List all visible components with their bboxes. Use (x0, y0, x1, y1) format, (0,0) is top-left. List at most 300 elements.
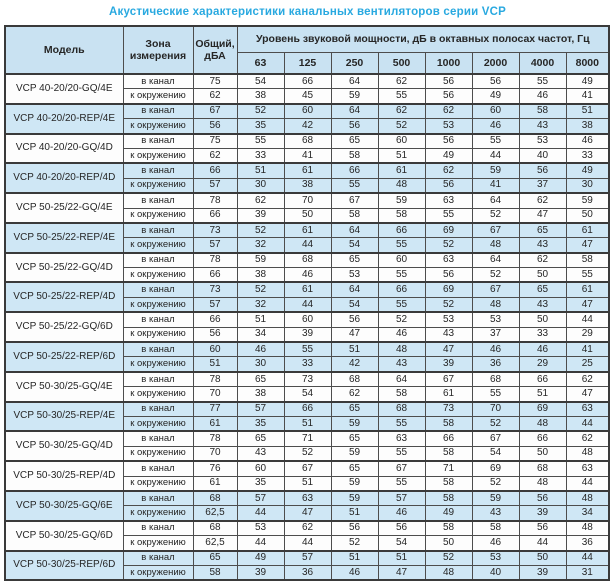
band-level-cell: 47 (425, 342, 472, 357)
band-level-cell: 50 (425, 536, 472, 551)
band-level-cell: 43 (519, 119, 566, 134)
band-level-cell: 55 (378, 476, 425, 491)
band-level-cell: 43 (519, 238, 566, 253)
table-header (5, 26, 609, 74)
band-level-cell: 58 (331, 208, 378, 223)
band-level-cell: 46 (519, 89, 566, 104)
band-level-cell: 37 (472, 327, 519, 342)
band-level-cell: 43 (519, 297, 566, 312)
band-level-cell: 48 (378, 178, 425, 193)
model-cell: VCP 40-20/20-REP/4D (5, 163, 123, 193)
band-level-cell: 55 (425, 208, 472, 223)
model-cell: VCP 50-30/25-REP/4E (5, 402, 123, 432)
model-cell: VCP 50-30/25-GQ/4D (5, 431, 123, 461)
band-level-cell: 57 (237, 402, 284, 417)
band-level-cell: 50 (519, 446, 566, 461)
band-level-cell: 63 (425, 253, 472, 268)
band-level-cell: 52 (425, 551, 472, 566)
band-level-cell: 53 (331, 268, 378, 283)
band-level-cell: 33 (284, 357, 331, 372)
band-level-cell: 53 (237, 521, 284, 536)
band-level-cell: 34 (237, 327, 284, 342)
band-level-cell: 58 (331, 148, 378, 163)
band-level-cell: 38 (237, 89, 284, 104)
table-row (5, 491, 609, 506)
total-dba-cell: 56 (193, 327, 237, 342)
col-header-frequency: 1000 (425, 53, 472, 75)
band-level-cell: 51 (566, 104, 609, 119)
band-level-cell: 62 (566, 372, 609, 387)
zone-cell: к окружению (123, 148, 193, 163)
band-level-cell: 56 (425, 178, 472, 193)
band-level-cell: 46 (378, 506, 425, 521)
col-header-spectrum: Уровень звуковой мощности, дБ в октавных полосах частот, Гц (237, 26, 609, 53)
band-level-cell: 42 (284, 119, 331, 134)
band-level-cell: 55 (378, 89, 425, 104)
zone-cell: в канал (123, 253, 193, 268)
band-level-cell: 51 (237, 312, 284, 327)
band-level-cell: 66 (378, 223, 425, 238)
band-level-cell: 38 (237, 268, 284, 283)
band-level-cell: 25 (566, 357, 609, 372)
table-row (5, 461, 609, 476)
total-dba-cell: 78 (193, 431, 237, 446)
col-header-model: Модель (5, 26, 123, 74)
band-level-cell: 65 (331, 402, 378, 417)
band-level-cell: 55 (331, 178, 378, 193)
band-level-cell: 33 (237, 148, 284, 163)
band-level-cell: 48 (566, 521, 609, 536)
band-level-cell: 31 (566, 565, 609, 580)
band-level-cell: 43 (472, 506, 519, 521)
total-dba-cell: 75 (193, 134, 237, 149)
band-level-cell: 63 (378, 431, 425, 446)
zone-cell: в канал (123, 521, 193, 536)
band-level-cell: 52 (237, 104, 284, 119)
band-level-cell: 46 (378, 327, 425, 342)
band-level-cell: 59 (331, 446, 378, 461)
band-level-cell: 61 (284, 282, 331, 297)
zone-cell: к окружению (123, 327, 193, 342)
band-level-cell: 56 (331, 312, 378, 327)
total-dba-cell: 70 (193, 446, 237, 461)
zone-cell: к окружению (123, 268, 193, 283)
zone-cell: к окружению (123, 536, 193, 551)
band-level-cell: 65 (331, 253, 378, 268)
zone-cell: к окружению (123, 387, 193, 402)
band-level-cell: 44 (519, 536, 566, 551)
band-level-cell: 46 (284, 268, 331, 283)
col-header-frequency: 125 (284, 53, 331, 75)
band-level-cell: 55 (566, 268, 609, 283)
band-level-cell: 57 (237, 491, 284, 506)
model-cell: VCP 50-30/25-GQ/6E (5, 491, 123, 521)
band-level-cell: 68 (519, 461, 566, 476)
band-level-cell: 35 (237, 119, 284, 134)
band-level-cell: 51 (331, 506, 378, 521)
total-dba-cell: 75 (193, 74, 237, 89)
total-dba-cell: 57 (193, 178, 237, 193)
total-dba-cell: 62,5 (193, 506, 237, 521)
total-dba-cell: 60 (193, 342, 237, 357)
band-level-cell: 54 (472, 446, 519, 461)
band-level-cell: 64 (331, 282, 378, 297)
band-level-cell: 39 (519, 565, 566, 580)
total-dba-cell: 61 (193, 476, 237, 491)
band-level-cell: 62 (519, 193, 566, 208)
total-dba-cell: 58 (193, 565, 237, 580)
acoustic-characteristics-table (4, 25, 610, 581)
band-level-cell: 49 (566, 163, 609, 178)
band-level-cell: 67 (331, 193, 378, 208)
total-dba-cell: 61 (193, 416, 237, 431)
band-level-cell: 47 (566, 387, 609, 402)
band-level-cell: 44 (284, 297, 331, 312)
band-level-cell: 41 (566, 89, 609, 104)
band-level-cell: 50 (519, 268, 566, 283)
band-level-cell: 67 (284, 461, 331, 476)
band-level-cell: 63 (284, 491, 331, 506)
band-level-cell: 62 (519, 253, 566, 268)
band-level-cell: 51 (331, 551, 378, 566)
zone-cell: в канал (123, 223, 193, 238)
band-level-cell: 60 (284, 104, 331, 119)
total-dba-cell: 51 (193, 357, 237, 372)
band-level-cell: 67 (472, 223, 519, 238)
band-level-cell: 47 (566, 238, 609, 253)
model-cell: VCP 50-25/22-GQ/4E (5, 193, 123, 223)
band-level-cell: 69 (425, 223, 472, 238)
zone-cell: в канал (123, 491, 193, 506)
band-level-cell: 56 (425, 268, 472, 283)
table-row (5, 312, 609, 327)
band-level-cell: 61 (378, 163, 425, 178)
band-level-cell: 56 (425, 134, 472, 149)
band-level-cell: 64 (331, 223, 378, 238)
zone-cell: к окружению (123, 119, 193, 134)
band-level-cell: 54 (378, 536, 425, 551)
band-level-cell: 65 (237, 431, 284, 446)
band-level-cell: 53 (425, 312, 472, 327)
band-level-cell: 56 (331, 119, 378, 134)
band-level-cell: 62 (425, 104, 472, 119)
band-level-cell: 58 (425, 416, 472, 431)
band-level-cell: 52 (472, 268, 519, 283)
band-level-cell: 44 (566, 551, 609, 566)
zone-cell: к окружению (123, 178, 193, 193)
table-row (5, 193, 609, 208)
band-level-cell: 66 (425, 431, 472, 446)
zone-cell: к окружению (123, 446, 193, 461)
band-level-cell: 64 (378, 372, 425, 387)
zone-cell: в канал (123, 551, 193, 566)
table-row (5, 431, 609, 446)
band-level-cell: 56 (425, 74, 472, 89)
band-level-cell: 52 (331, 536, 378, 551)
band-level-cell: 58 (425, 446, 472, 461)
band-level-cell: 59 (331, 89, 378, 104)
band-level-cell: 58 (519, 104, 566, 119)
band-level-cell: 29 (566, 327, 609, 342)
band-level-cell: 49 (566, 74, 609, 89)
total-dba-cell: 66 (193, 312, 237, 327)
band-level-cell: 59 (472, 163, 519, 178)
band-level-cell: 66 (331, 163, 378, 178)
band-level-cell: 55 (284, 342, 331, 357)
band-level-cell: 48 (378, 342, 425, 357)
col-header-frequency: 250 (331, 53, 378, 75)
band-level-cell: 50 (284, 208, 331, 223)
zone-cell: в канал (123, 431, 193, 446)
table-row (5, 372, 609, 387)
band-level-cell: 49 (425, 148, 472, 163)
band-level-cell: 47 (331, 327, 378, 342)
total-dba-cell: 66 (193, 208, 237, 223)
band-level-cell: 59 (331, 476, 378, 491)
zone-cell: в канал (123, 372, 193, 387)
band-level-cell: 65 (237, 372, 284, 387)
band-level-cell: 52 (472, 476, 519, 491)
model-cell: VCP 40-20/20-GQ/4D (5, 134, 123, 164)
band-level-cell: 44 (284, 536, 331, 551)
total-dba-cell: 62 (193, 89, 237, 104)
band-level-cell: 60 (378, 134, 425, 149)
table-row (5, 74, 609, 89)
total-dba-cell: 62 (193, 148, 237, 163)
band-level-cell: 56 (519, 521, 566, 536)
band-level-cell: 59 (378, 193, 425, 208)
band-level-cell: 67 (472, 282, 519, 297)
band-level-cell: 56 (378, 521, 425, 536)
band-level-cell: 49 (472, 89, 519, 104)
band-level-cell: 55 (378, 268, 425, 283)
band-level-cell: 46 (472, 119, 519, 134)
band-level-cell: 60 (378, 253, 425, 268)
zone-cell: в канал (123, 282, 193, 297)
band-level-cell: 40 (519, 148, 566, 163)
total-dba-cell: 56 (193, 119, 237, 134)
model-cell: VCP 50-30/25-GQ/6D (5, 521, 123, 551)
table-row (5, 342, 609, 357)
band-level-cell: 65 (519, 223, 566, 238)
band-level-cell: 39 (237, 208, 284, 223)
band-level-cell: 60 (284, 312, 331, 327)
zone-cell: к окружению (123, 416, 193, 431)
total-dba-cell: 65 (193, 551, 237, 566)
total-dba-cell: 78 (193, 253, 237, 268)
band-level-cell: 52 (284, 446, 331, 461)
band-level-cell: 64 (331, 104, 378, 119)
model-cell: VCP 50-30/25-REP/6D (5, 551, 123, 581)
band-level-cell: 69 (519, 402, 566, 417)
band-level-cell: 65 (331, 134, 378, 149)
band-level-cell: 48 (519, 476, 566, 491)
band-level-cell: 62 (284, 521, 331, 536)
band-level-cell: 63 (566, 461, 609, 476)
band-level-cell: 47 (378, 565, 425, 580)
band-level-cell: 51 (284, 476, 331, 491)
band-level-cell: 48 (472, 238, 519, 253)
band-level-cell: 50 (519, 312, 566, 327)
table-row (5, 551, 609, 566)
band-level-cell: 62 (425, 163, 472, 178)
band-level-cell: 37 (519, 178, 566, 193)
band-level-cell: 55 (378, 446, 425, 461)
band-level-cell: 61 (284, 163, 331, 178)
band-level-cell: 51 (378, 148, 425, 163)
model-cell: VCP 50-25/22-GQ/4D (5, 253, 123, 283)
total-dba-cell: 57 (193, 297, 237, 312)
zone-cell: в канал (123, 402, 193, 417)
band-level-cell: 44 (566, 476, 609, 491)
band-level-cell: 67 (425, 372, 472, 387)
zone-cell: в канал (123, 104, 193, 119)
band-level-cell: 59 (331, 416, 378, 431)
band-level-cell: 52 (472, 208, 519, 223)
band-level-cell: 36 (284, 565, 331, 580)
band-level-cell: 65 (331, 461, 378, 476)
page-title: Акустические характеристики канальных вентиляторов серии VCP (108, 6, 507, 18)
band-level-cell: 58 (378, 387, 425, 402)
band-level-cell: 50 (519, 551, 566, 566)
band-level-cell: 38 (284, 178, 331, 193)
band-level-cell: 46 (566, 134, 609, 149)
total-dba-cell: 68 (193, 521, 237, 536)
total-dba-cell: 66 (193, 268, 237, 283)
band-level-cell: 36 (566, 536, 609, 551)
zone-cell: в канал (123, 342, 193, 357)
zone-cell: в канал (123, 461, 193, 476)
band-level-cell: 68 (331, 372, 378, 387)
band-level-cell: 58 (566, 253, 609, 268)
band-level-cell: 65 (519, 282, 566, 297)
band-level-cell: 44 (566, 312, 609, 327)
model-cell: VCP 50-25/22-REP/6D (5, 342, 123, 372)
band-level-cell: 30 (237, 178, 284, 193)
band-level-cell: 71 (425, 461, 472, 476)
zone-cell: к окружению (123, 208, 193, 223)
band-level-cell: 35 (237, 416, 284, 431)
band-level-cell: 38 (566, 119, 609, 134)
band-level-cell: 53 (472, 551, 519, 566)
band-level-cell: 58 (472, 521, 519, 536)
band-level-cell: 30 (237, 357, 284, 372)
band-level-cell: 61 (284, 223, 331, 238)
band-level-cell: 55 (519, 74, 566, 89)
band-level-cell: 59 (566, 193, 609, 208)
zone-cell: в канал (123, 193, 193, 208)
table-row (5, 253, 609, 268)
band-level-cell: 53 (425, 119, 472, 134)
band-level-cell: 66 (519, 372, 566, 387)
band-level-cell: 52 (237, 282, 284, 297)
band-level-cell: 55 (378, 297, 425, 312)
band-level-cell: 33 (566, 148, 609, 163)
band-level-cell: 42 (331, 357, 378, 372)
model-cell: VCP 40-20/20-GQ/4E (5, 74, 123, 104)
band-level-cell: 55 (237, 134, 284, 149)
band-level-cell: 59 (472, 491, 519, 506)
band-level-cell: 55 (378, 416, 425, 431)
band-level-cell: 35 (237, 476, 284, 491)
total-dba-cell: 78 (193, 193, 237, 208)
total-dba-cell: 62,5 (193, 536, 237, 551)
total-dba-cell: 67 (193, 104, 237, 119)
band-level-cell: 46 (472, 342, 519, 357)
band-level-cell: 66 (519, 431, 566, 446)
band-level-cell: 62 (378, 74, 425, 89)
band-level-cell: 68 (284, 134, 331, 149)
band-level-cell: 51 (519, 387, 566, 402)
band-level-cell: 61 (566, 282, 609, 297)
band-level-cell: 52 (237, 223, 284, 238)
band-level-cell: 68 (284, 253, 331, 268)
band-level-cell: 43 (237, 446, 284, 461)
band-level-cell: 59 (331, 491, 378, 506)
model-cell: VCP 40-20/20-REP/4E (5, 104, 123, 134)
band-level-cell: 41 (472, 178, 519, 193)
band-level-cell: 58 (425, 476, 472, 491)
band-level-cell: 68 (378, 402, 425, 417)
band-level-cell: 65 (331, 431, 378, 446)
table-row (5, 402, 609, 417)
band-level-cell: 60 (472, 104, 519, 119)
col-header-total-dba: Общий, дБА (193, 26, 237, 74)
band-level-cell: 66 (378, 282, 425, 297)
band-level-cell: 33 (519, 327, 566, 342)
col-header-frequency: 500 (378, 53, 425, 75)
band-level-cell: 46 (472, 536, 519, 551)
band-level-cell: 51 (284, 416, 331, 431)
band-level-cell: 51 (331, 342, 378, 357)
zone-cell: к окружению (123, 506, 193, 521)
total-dba-cell: 77 (193, 402, 237, 417)
band-level-cell: 44 (237, 536, 284, 551)
band-level-cell: 44 (237, 506, 284, 521)
band-level-cell: 54 (331, 297, 378, 312)
band-level-cell: 55 (472, 387, 519, 402)
table-row (5, 163, 609, 178)
band-level-cell: 70 (284, 193, 331, 208)
band-level-cell: 73 (425, 402, 472, 417)
band-level-cell: 52 (425, 238, 472, 253)
band-level-cell: 45 (284, 89, 331, 104)
band-level-cell: 56 (519, 163, 566, 178)
band-level-cell: 67 (472, 431, 519, 446)
band-level-cell: 57 (284, 551, 331, 566)
band-level-cell: 70 (472, 402, 519, 417)
col-header-frequency: 8000 (566, 53, 609, 75)
band-level-cell: 44 (284, 238, 331, 253)
band-level-cell: 53 (519, 134, 566, 149)
total-dba-cell: 78 (193, 372, 237, 387)
band-level-cell: 66 (284, 74, 331, 89)
band-level-cell: 63 (566, 402, 609, 417)
band-level-cell: 49 (237, 551, 284, 566)
band-level-cell: 47 (566, 297, 609, 312)
col-header-frequency: 2000 (472, 53, 519, 75)
band-level-cell: 54 (284, 387, 331, 402)
band-level-cell: 66 (284, 402, 331, 417)
band-level-cell: 34 (566, 506, 609, 521)
total-dba-cell: 57 (193, 238, 237, 253)
band-level-cell: 50 (566, 208, 609, 223)
band-level-cell: 56 (472, 74, 519, 89)
band-level-cell: 52 (425, 297, 472, 312)
table-body (5, 74, 609, 580)
model-cell: VCP 50-30/25-GQ/4E (5, 372, 123, 402)
col-header-zone: Зона измерения (123, 26, 193, 74)
